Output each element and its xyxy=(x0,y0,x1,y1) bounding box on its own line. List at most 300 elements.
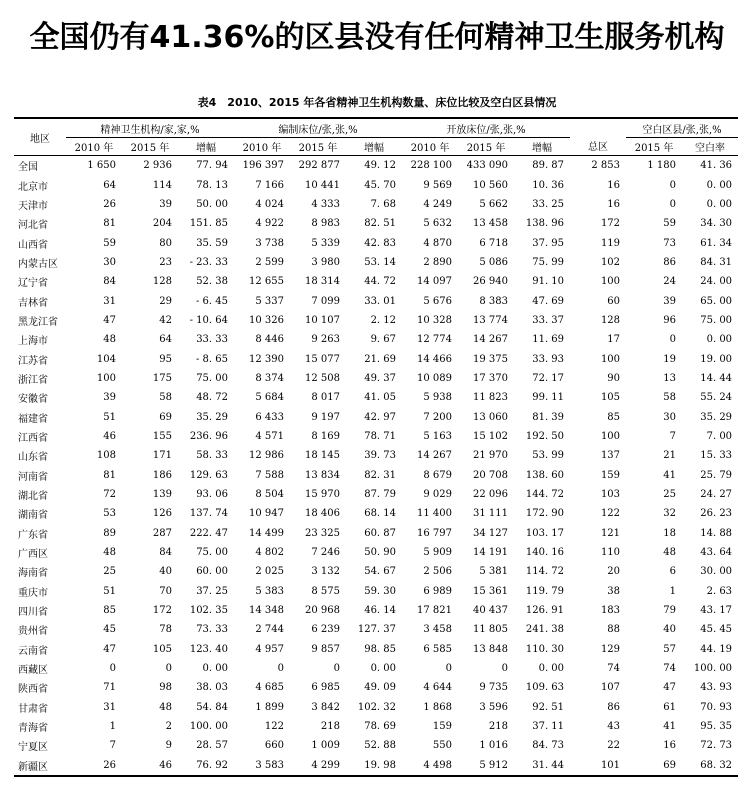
table-cell: 18 406 xyxy=(305,508,340,520)
table-cell: 14 191 xyxy=(473,547,509,559)
table-cell: 2 853 xyxy=(591,160,621,172)
table-cell: 5 163 xyxy=(423,430,453,442)
table-cell: 86 xyxy=(607,701,621,713)
table-cell: 100. 00 xyxy=(693,663,733,675)
table-cell: 0. 00 xyxy=(706,334,733,346)
table-cell: 144. 72 xyxy=(525,489,565,501)
table-row xyxy=(14,504,738,523)
table-cell: 61. 34 xyxy=(700,237,733,249)
table-row xyxy=(14,485,738,504)
table-cell: 60 xyxy=(607,295,621,307)
table-cell: 87. 79 xyxy=(364,489,397,501)
data-table xyxy=(14,117,738,777)
table-cell: 92. 51 xyxy=(532,701,565,713)
table-cell: 14. 88 xyxy=(700,527,733,539)
table-cell: 48 xyxy=(159,701,172,713)
table-cell: 52. 88 xyxy=(364,740,397,752)
table-cell: 11. 69 xyxy=(532,334,565,346)
table-cell: 58 xyxy=(663,392,677,404)
table-cell: 30 xyxy=(103,256,116,268)
table-cell: 4 333 xyxy=(311,198,340,210)
table-cell: 39 xyxy=(103,392,116,404)
table-cell: 73 xyxy=(663,237,677,249)
table-cell: 175 xyxy=(152,372,172,384)
table-cell: 0 xyxy=(109,663,116,675)
table-cell: 13 848 xyxy=(473,643,509,655)
table-cell: - 6. 45 xyxy=(195,295,228,307)
header-group-planned-beds: 编制床位/张,张,% xyxy=(234,118,402,138)
table-cell: 15. 33 xyxy=(700,450,733,462)
table-cell: 35. 59 xyxy=(196,237,228,249)
region-name: 上海市 xyxy=(18,336,48,348)
table-cell: 15 102 xyxy=(473,430,509,442)
table-cell: 11 823 xyxy=(473,392,509,404)
table-cell: 81 xyxy=(103,218,116,230)
table-cell: 101 xyxy=(570,756,626,776)
table-cell: 4 571 xyxy=(255,430,284,442)
table-row xyxy=(14,156,738,176)
table-cell: 55. 24 xyxy=(700,392,733,404)
table-cell: 53. 14 xyxy=(364,256,397,268)
table-cell: 43 xyxy=(607,721,621,733)
table-cell: 2. 63 xyxy=(706,585,733,597)
table-cell: 119. 79 xyxy=(525,585,565,597)
table-cell: 60. 00 xyxy=(196,566,228,578)
table-cell: 7 166 xyxy=(255,179,284,191)
table-cell: 102. 35 xyxy=(189,605,228,617)
table-row xyxy=(14,524,738,543)
region-name: 湖南省 xyxy=(18,510,48,522)
table-cell: 12 508 xyxy=(305,372,340,384)
table-cell: 44. 19 xyxy=(700,643,733,655)
table-cell: 33. 93 xyxy=(532,353,565,365)
table-cell: 40 xyxy=(159,566,172,578)
table-cell: 59. 30 xyxy=(364,585,397,597)
table-row xyxy=(14,756,738,776)
region-name: 黑龙江省 xyxy=(18,316,58,328)
table-row xyxy=(14,291,738,310)
table-cell: 0. 00 xyxy=(538,663,565,675)
region-name: 天津市 xyxy=(18,200,48,212)
table-cell: 33. 01 xyxy=(364,295,397,307)
table-cell: 8 017 xyxy=(311,392,340,404)
table-cell: 103. 17 xyxy=(525,527,565,539)
table-cell: 17 xyxy=(607,334,621,346)
region-name: 新疆区 xyxy=(14,756,66,776)
table-cell: 3 980 xyxy=(311,256,340,268)
table-cell: 3 842 xyxy=(311,701,340,713)
table-cell: 48 xyxy=(103,547,116,559)
region-name: 河南省 xyxy=(18,471,48,483)
table-cell: 14 348 xyxy=(249,605,284,617)
table-cell: 78 xyxy=(159,624,172,636)
table-cell: 37. 95 xyxy=(532,237,565,249)
table-cell: 5 938 xyxy=(423,392,453,404)
table-cell: 5 383 xyxy=(255,585,284,597)
table-cell: 42. 97 xyxy=(364,411,397,423)
table-cell: 2 599 xyxy=(255,256,284,268)
table-cell: 1 899 xyxy=(255,701,284,713)
table-cell: 28. 57 xyxy=(196,740,228,752)
table-cell: 89 xyxy=(103,527,116,539)
table-cell: 122 xyxy=(600,508,621,520)
table-cell: 236. 96 xyxy=(189,430,228,442)
table-cell: 1 650 xyxy=(87,160,116,172)
table-cell: 29 xyxy=(159,295,172,307)
table-cell: 48. 72 xyxy=(196,392,228,404)
table-cell: 10 441 xyxy=(305,179,340,191)
table-cell: 81 xyxy=(103,469,116,481)
table-cell: 10. 36 xyxy=(532,179,565,191)
table-cell: 73. 33 xyxy=(196,624,228,636)
table-cell: 6 989 xyxy=(423,585,453,597)
table-cell: 100 xyxy=(96,372,116,384)
table-cell: 7 xyxy=(109,740,116,752)
table-row xyxy=(14,736,738,755)
table-cell: 33. 37 xyxy=(532,314,565,326)
table-cell: 95. 35 xyxy=(700,721,733,733)
table-cell: 51 xyxy=(103,411,116,423)
table-cell: 13 xyxy=(663,372,677,384)
table-cell: 6 985 xyxy=(311,682,340,694)
table-cell: 1 180 xyxy=(647,160,677,172)
table-cell: 0. 00 xyxy=(706,179,733,191)
table-cell: 45. 45 xyxy=(700,624,733,636)
table-cell: 100 xyxy=(600,276,621,288)
header-group-institutions: 精神卫生机构/家,家,% xyxy=(66,118,234,138)
region-name: 浙江省 xyxy=(18,374,48,386)
table-cell: 2 936 xyxy=(143,160,172,172)
table-cell: 122 xyxy=(264,721,284,733)
table-cell: 19. 98 xyxy=(346,756,402,776)
table-cell: 10 326 xyxy=(249,314,284,326)
table-cell: 222. 47 xyxy=(189,527,228,539)
table-cell: 12 986 xyxy=(249,450,284,462)
table-cell: 16 xyxy=(607,179,621,191)
table-cell: 4 685 xyxy=(255,682,284,694)
table-cell: 45. 70 xyxy=(364,179,397,191)
table-cell: 81. 39 xyxy=(532,411,565,423)
table-cell: 53. 99 xyxy=(532,450,565,462)
table-row xyxy=(14,466,738,485)
region-name: 云南省 xyxy=(18,645,48,657)
table-cell: 5 684 xyxy=(255,392,284,404)
table-row xyxy=(14,659,738,678)
table-cell: 15 361 xyxy=(473,585,509,597)
table-cell: 6 xyxy=(669,566,677,578)
region-name: 广东省 xyxy=(18,529,48,541)
table-cell: 57 xyxy=(663,643,677,655)
table-cell: 105 xyxy=(600,392,621,404)
table-cell: 5 086 xyxy=(479,256,509,268)
table-cell: 41 xyxy=(663,721,677,733)
table-cell: 172. 90 xyxy=(525,508,565,520)
table-cell: 0. 00 xyxy=(202,663,228,675)
table-cell: 7. 68 xyxy=(370,198,397,210)
header-year-2010: 2010 年 xyxy=(242,143,282,154)
page-headline: 全国仍有41.36%的区县没有任何精神卫生服务机构 xyxy=(29,20,725,55)
table-cell: 99. 11 xyxy=(532,392,565,404)
region-name: 青海省 xyxy=(18,723,48,735)
table-cell: 58. 33 xyxy=(196,450,228,462)
header-year-2010: 2010 年 xyxy=(410,143,450,154)
table-cell: 660 xyxy=(264,740,284,752)
table-cell: 7 246 xyxy=(311,547,340,559)
table-cell: 140. 16 xyxy=(525,547,565,559)
table-cell: 44. 72 xyxy=(364,276,397,288)
table-cell: 186 xyxy=(152,469,172,481)
table-cell: 70. 93 xyxy=(700,701,733,713)
table-cell: 31 xyxy=(103,295,116,307)
table-cell: 58 xyxy=(159,392,172,404)
table-row xyxy=(14,233,738,252)
table-cell: 68. 14 xyxy=(364,508,397,520)
table-cell: 35. 29 xyxy=(700,411,733,423)
table-cell: 127. 37 xyxy=(357,624,397,636)
table-row xyxy=(14,349,738,368)
table-cell: 9 735 xyxy=(479,682,509,694)
table-cell: 100 xyxy=(600,353,621,365)
table-row xyxy=(14,582,738,601)
table-cell: 218 xyxy=(320,721,340,733)
table-cell: 82. 31 xyxy=(364,469,397,481)
table-cell: 14 097 xyxy=(417,276,453,288)
table-cell: 17 821 xyxy=(417,605,453,617)
table-cell: 9 029 xyxy=(423,489,453,501)
region-name: 北京市 xyxy=(18,181,48,193)
table-cell: 53 xyxy=(103,508,116,520)
header-growth: 增幅 xyxy=(532,143,553,154)
table-cell: 2 890 xyxy=(423,256,453,268)
table-cell: 105 xyxy=(152,643,172,655)
header-growth: 增幅 xyxy=(364,143,384,154)
table-cell: 43. 17 xyxy=(700,605,733,617)
table-cell: 0 xyxy=(333,663,340,675)
region-name: 山东省 xyxy=(18,452,48,464)
table-cell: 4 802 xyxy=(255,547,284,559)
header-region: 地区 xyxy=(14,118,66,156)
region-name: 江苏省 xyxy=(18,355,48,367)
table-cell: 108 xyxy=(96,450,116,462)
table-cell: 43. 93 xyxy=(700,682,733,694)
table-cell: 10 947 xyxy=(249,508,284,520)
table-cell: 2 025 xyxy=(255,566,284,578)
table-cell: 121 xyxy=(600,527,621,539)
table-cell: 8 504 xyxy=(255,489,284,501)
table-cell: 84 xyxy=(159,547,172,559)
table-cell: 129. 63 xyxy=(189,469,228,481)
table-cell: 91. 10 xyxy=(532,276,565,288)
table-cell: 52. 38 xyxy=(196,276,228,288)
table-cell: 47. 69 xyxy=(532,295,565,307)
table-cell: 77. 94 xyxy=(196,160,228,172)
table-cell: 12 390 xyxy=(249,353,284,365)
table-cell: 129 xyxy=(600,643,621,655)
table-cell: 3 583 xyxy=(234,756,290,776)
table-cell: 103 xyxy=(600,489,621,501)
region-name: 山西省 xyxy=(18,239,48,251)
table-cell: 8 983 xyxy=(311,218,340,230)
table-cell: 8 575 xyxy=(311,585,340,597)
table-cell: 4 957 xyxy=(255,643,284,655)
table-cell: 0 xyxy=(277,663,284,675)
table-cell: 5 381 xyxy=(479,566,509,578)
table-cell: 8 679 xyxy=(423,469,453,481)
table-cell: 23 325 xyxy=(305,527,340,539)
region-name: 安徽省 xyxy=(18,394,48,406)
table-cell: 85 xyxy=(607,411,621,423)
table-cell: 20 xyxy=(607,566,621,578)
table-cell: 13 774 xyxy=(473,314,509,326)
table-cell: 50. 00 xyxy=(196,198,228,210)
table-cell: 34 127 xyxy=(473,527,509,539)
table-cell: 5 632 xyxy=(423,218,453,230)
table-cell: 33. 25 xyxy=(532,198,565,210)
table-cell: 228 100 xyxy=(410,160,453,172)
table-cell: 172 xyxy=(600,218,621,230)
table-cell: 78. 13 xyxy=(196,179,228,191)
table-row xyxy=(14,253,738,272)
table-cell: 196 397 xyxy=(242,160,284,172)
table-cell: 241. 38 xyxy=(525,624,565,636)
table-row xyxy=(14,272,738,291)
table-row xyxy=(14,388,738,407)
table-cell: 8 446 xyxy=(255,334,284,346)
table-cell: 14. 44 xyxy=(700,372,733,384)
table-cell: 9 569 xyxy=(423,179,453,191)
table-cell: 1 016 xyxy=(479,740,509,752)
table-cell: 98 xyxy=(159,682,172,694)
table-cell: 41. 05 xyxy=(364,392,397,404)
table-cell: 102 xyxy=(600,256,621,268)
table-cell: 5 676 xyxy=(423,295,453,307)
table-cell: 5 337 xyxy=(255,295,284,307)
table-cell: 128 xyxy=(152,276,172,288)
table-cell: 433 090 xyxy=(466,160,509,172)
table-cell: 61 xyxy=(663,701,677,713)
table-cell: 71 xyxy=(103,682,116,694)
table-cell: 40 xyxy=(663,624,677,636)
table-row xyxy=(14,175,738,194)
table-cell: 21 970 xyxy=(473,450,509,462)
table-row xyxy=(14,562,738,581)
table-cell: 6 433 xyxy=(255,411,284,423)
table-cell: 93. 06 xyxy=(196,489,228,501)
table-cell: 9 197 xyxy=(311,411,340,423)
table-cell: 26 940 xyxy=(473,276,509,288)
table-cell: 21 xyxy=(663,450,677,462)
table-cell: 84. 73 xyxy=(532,740,565,752)
region-name: 四川省 xyxy=(18,607,48,619)
table-cell: 20 708 xyxy=(473,469,509,481)
table-cell: 33. 33 xyxy=(196,334,228,346)
table-cell: 18 145 xyxy=(305,450,340,462)
table-cell: 79 xyxy=(663,605,677,617)
table-cell: 14 499 xyxy=(249,527,284,539)
table-cell: 14 267 xyxy=(473,334,509,346)
region-name: 海南省 xyxy=(18,568,48,580)
table-cell: 16 797 xyxy=(417,527,453,539)
table-cell: 21. 69 xyxy=(364,353,397,365)
table-cell: 22 xyxy=(607,740,621,752)
table-cell: 7. 00 xyxy=(706,430,733,442)
table-cell: 1 xyxy=(109,721,116,733)
table-cell: 183 xyxy=(600,605,621,617)
table-cell: 13 458 xyxy=(473,218,509,230)
table-cell: 292 877 xyxy=(298,160,340,172)
region-name: 贵州省 xyxy=(18,626,48,638)
table-cell: 8 169 xyxy=(311,430,340,442)
table-cell: 0 xyxy=(165,663,172,675)
region-name: 陕西省 xyxy=(18,684,48,696)
table-cell: 0 xyxy=(445,663,453,675)
table-cell: 47 xyxy=(103,314,116,326)
table-cell: 96 xyxy=(663,314,677,326)
table-cell: 24. 27 xyxy=(700,489,733,501)
region-name: 全国 xyxy=(18,162,38,174)
table-cell: 2 xyxy=(165,721,172,733)
table-cell: 24. 00 xyxy=(700,276,733,288)
table-cell: 46. 14 xyxy=(364,605,397,617)
table-cell: 47 xyxy=(103,643,116,655)
table-cell: 16 xyxy=(663,740,677,752)
table-cell: 18 314 xyxy=(305,276,340,288)
table-cell: 2. 12 xyxy=(370,314,397,326)
table-cell: 69 xyxy=(159,411,172,423)
table-cell: 8 374 xyxy=(255,372,284,384)
table-cell: 9 263 xyxy=(311,334,340,346)
table-cell: 0. 00 xyxy=(706,198,733,210)
table-cell: 204 xyxy=(152,218,172,230)
table-cell: 110. 30 xyxy=(525,643,565,655)
table-row xyxy=(14,214,738,233)
table-cell: 9 xyxy=(165,740,172,752)
table-cell: 14 466 xyxy=(417,353,453,365)
table-cell: 20 968 xyxy=(305,605,340,617)
table-cell: 18 xyxy=(663,527,677,539)
table-row xyxy=(14,427,738,446)
table-row xyxy=(14,717,738,736)
table-cell: 104 xyxy=(96,353,116,365)
table-body xyxy=(14,156,738,777)
table-cell: 72. 73 xyxy=(700,740,733,752)
region-name: 内蒙古区 xyxy=(18,258,58,270)
table-cell: 155 xyxy=(152,430,172,442)
table-row xyxy=(14,407,738,426)
table-cell: 46 xyxy=(122,756,178,776)
table-cell: 3 132 xyxy=(311,566,340,578)
table-cell: 10 560 xyxy=(473,179,509,191)
table-cell: 0. 00 xyxy=(370,663,397,675)
table-cell: 22 096 xyxy=(473,489,509,501)
table-cell: 82. 51 xyxy=(364,218,397,230)
table-cell: 42. 83 xyxy=(364,237,397,249)
table-cell: 30. 00 xyxy=(700,566,733,578)
table-row xyxy=(14,311,738,330)
table-cell: 39. 73 xyxy=(364,450,397,462)
table-cell: 3 738 xyxy=(255,237,284,249)
table-cell: 32 xyxy=(663,508,677,520)
table-cell: 5 339 xyxy=(311,237,340,249)
table-cell: 72. 17 xyxy=(532,372,565,384)
region-name: 吉林省 xyxy=(18,297,48,309)
table-cell: 41. 36 xyxy=(700,160,733,172)
table-cell: 42 xyxy=(159,314,172,326)
table-cell: 126. 91 xyxy=(525,605,565,617)
table-cell: 39 xyxy=(159,198,172,210)
table-cell: 25 xyxy=(103,566,116,578)
header-blank-rate: 空白率 xyxy=(695,143,726,154)
